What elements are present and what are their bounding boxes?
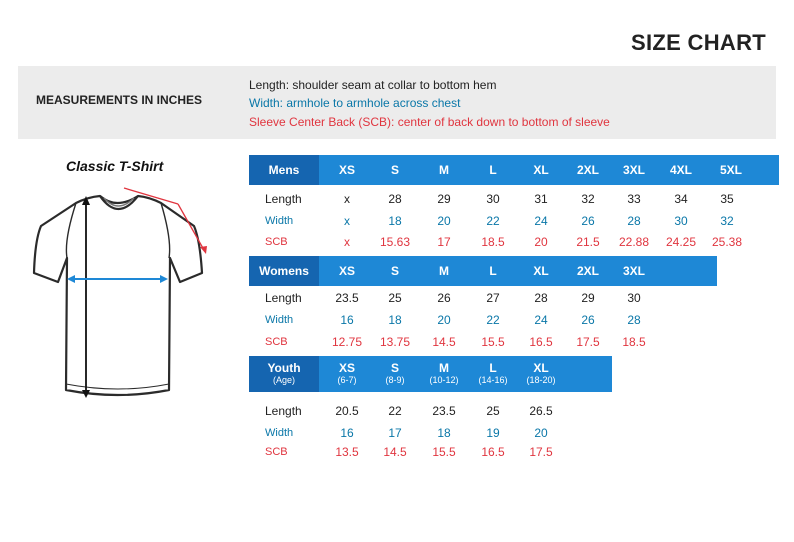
youth-width-label: Width	[265, 427, 294, 439]
mens-width-label: Width	[265, 215, 294, 227]
width-definition: Width: armhole to armhole across chest	[249, 96, 461, 110]
table-cell: 23.5	[335, 291, 359, 305]
table-cell: 27	[486, 291, 500, 305]
table-cell: 22	[486, 214, 500, 228]
table-cell: 30	[486, 192, 500, 206]
youth-size-label: L	[489, 361, 497, 375]
table-cell: x	[344, 214, 350, 228]
table-cell: 18.5	[622, 335, 646, 349]
table-cell: 20.5	[335, 404, 359, 418]
table-cell: 34	[674, 192, 688, 206]
mens-size-xl: XL	[533, 163, 549, 177]
youth-size-label: XS	[338, 361, 355, 375]
scb-definition: Sleeve Center Back (SCB): center of back down to bottom of sleeve	[249, 115, 610, 129]
mens-scb-label: SCB	[265, 236, 288, 248]
youth-header-bar	[249, 356, 612, 392]
womens-size-s: S	[390, 264, 399, 278]
womens-length-label: Length	[265, 291, 302, 305]
womens-header-bar	[249, 256, 717, 286]
womens-size-3xl: 3XL	[622, 264, 645, 278]
table-cell: 22	[486, 313, 500, 327]
womens-width-label: Width	[265, 314, 294, 326]
table-cell: 30	[674, 214, 688, 228]
table-cell: 28	[534, 291, 548, 305]
table-cell: 17	[437, 235, 451, 249]
mens-header-label: Mens	[268, 163, 300, 177]
table-cell: 16.5	[481, 445, 505, 459]
mens-header-bar	[249, 155, 779, 185]
womens-size-l: L	[489, 264, 497, 278]
youth-size-m	[423, 356, 465, 392]
shirt-title: Classic T-Shirt	[66, 158, 164, 174]
table-cell: x	[344, 192, 350, 206]
youth-age-range: (8-9)	[385, 375, 405, 385]
table-cell: 17	[388, 426, 402, 440]
youth-age-label: (Age)	[272, 375, 295, 385]
table-cell: 14.5	[432, 335, 456, 349]
table-cell: 15.5	[481, 335, 505, 349]
youth-age-range: (18-20)	[526, 375, 556, 385]
womens-size-2xl: 2XL	[576, 264, 599, 278]
youth-size-s	[374, 356, 416, 392]
womens-size-m: M	[439, 264, 449, 278]
mens-size-s: S	[390, 163, 399, 177]
youth-length-label: Length	[265, 404, 302, 418]
mens-size-5xl: 5XL	[719, 163, 742, 177]
womens-size-xs: XS	[338, 264, 355, 278]
table-cell: 14.5	[383, 445, 407, 459]
table-cell: 29	[437, 192, 451, 206]
mens-size-4xl: 4XL	[669, 163, 692, 177]
youth-size-label: M	[439, 361, 449, 375]
table-cell: 28	[627, 214, 641, 228]
table-cell: 35	[720, 192, 734, 206]
table-cell: 16.5	[529, 335, 553, 349]
table-cell: 15.63	[379, 235, 411, 249]
table-cell: 16	[340, 313, 354, 327]
table-cell: 19	[486, 426, 500, 440]
youth-age-range: (6-7)	[337, 375, 357, 385]
table-cell: 26	[581, 214, 595, 228]
table-cell: 13.75	[379, 335, 411, 349]
mens-size-l: L	[489, 163, 497, 177]
table-cell: x	[344, 235, 350, 249]
table-cell: 31	[534, 192, 548, 206]
table-cell: 25.38	[711, 235, 743, 249]
table-cell: 18	[388, 313, 402, 327]
table-cell: 18	[437, 426, 451, 440]
womens-header-label: Womens	[259, 264, 309, 278]
table-cell: 17.5	[529, 445, 553, 459]
measurements-unit-label: MEASUREMENTS IN INCHES	[36, 93, 203, 107]
table-cell: 16	[340, 426, 354, 440]
mens-size-xs: XS	[338, 163, 355, 177]
table-cell: 26.5	[529, 404, 553, 418]
table-cell: 24.25	[665, 235, 697, 249]
mens-size-3xl: 3XL	[622, 163, 645, 177]
table-cell: 25	[388, 291, 402, 305]
table-cell: 30	[627, 291, 641, 305]
tshirt-outline	[34, 196, 202, 395]
womens-scb-label: SCB	[265, 336, 288, 348]
youth-size-xs	[326, 356, 368, 392]
table-cell: 32	[720, 214, 734, 228]
table-cell: 24	[534, 313, 548, 327]
table-cell: 24	[534, 214, 548, 228]
table-cell: 33	[627, 192, 641, 206]
table-cell: 15.5	[432, 445, 456, 459]
table-cell: 32	[581, 192, 595, 206]
youth-label: Youth	[267, 361, 301, 375]
youth-size-label: S	[390, 361, 399, 375]
table-cell: 28	[627, 313, 641, 327]
measurement-info-band	[18, 66, 776, 139]
womens-size-xl: XL	[533, 264, 549, 278]
table-cell: 18.5	[481, 235, 505, 249]
mens-size-2xl: 2XL	[576, 163, 599, 177]
table-cell: 26	[581, 313, 595, 327]
mens-size-m: M	[439, 163, 449, 177]
table-cell: 25	[486, 404, 500, 418]
table-cell: 22.88	[618, 235, 650, 249]
youth-header-label	[249, 356, 319, 392]
length-definition: Length: shoulder seam at collar to bottom hem	[249, 78, 497, 92]
table-cell: 17.5	[576, 335, 600, 349]
table-cell: 26	[437, 291, 451, 305]
table-cell: 29	[581, 291, 595, 305]
youth-age-range: (10-12)	[429, 375, 459, 385]
tshirt-icon	[18, 178, 218, 403]
table-cell: 20	[534, 235, 548, 249]
youth-size-l	[472, 356, 514, 392]
table-cell: 20	[534, 426, 548, 440]
youth-age-range: (14-16)	[478, 375, 508, 385]
youth-size-label: XL	[533, 361, 549, 375]
table-cell: 20	[437, 214, 451, 228]
table-cell: 13.5	[335, 445, 359, 459]
mens-length-label: Length	[265, 192, 302, 206]
table-cell: 12.75	[331, 335, 363, 349]
table-cell: 28	[388, 192, 402, 206]
table-cell: 23.5	[432, 404, 456, 418]
page-title: SIZE CHART	[631, 30, 766, 55]
table-cell: 18	[388, 214, 402, 228]
table-cell: 22	[388, 404, 402, 418]
youth-scb-label: SCB	[265, 446, 288, 458]
table-cell: 21.5	[576, 235, 600, 249]
table-cell: 20	[437, 313, 451, 327]
youth-size-xl	[520, 356, 562, 392]
